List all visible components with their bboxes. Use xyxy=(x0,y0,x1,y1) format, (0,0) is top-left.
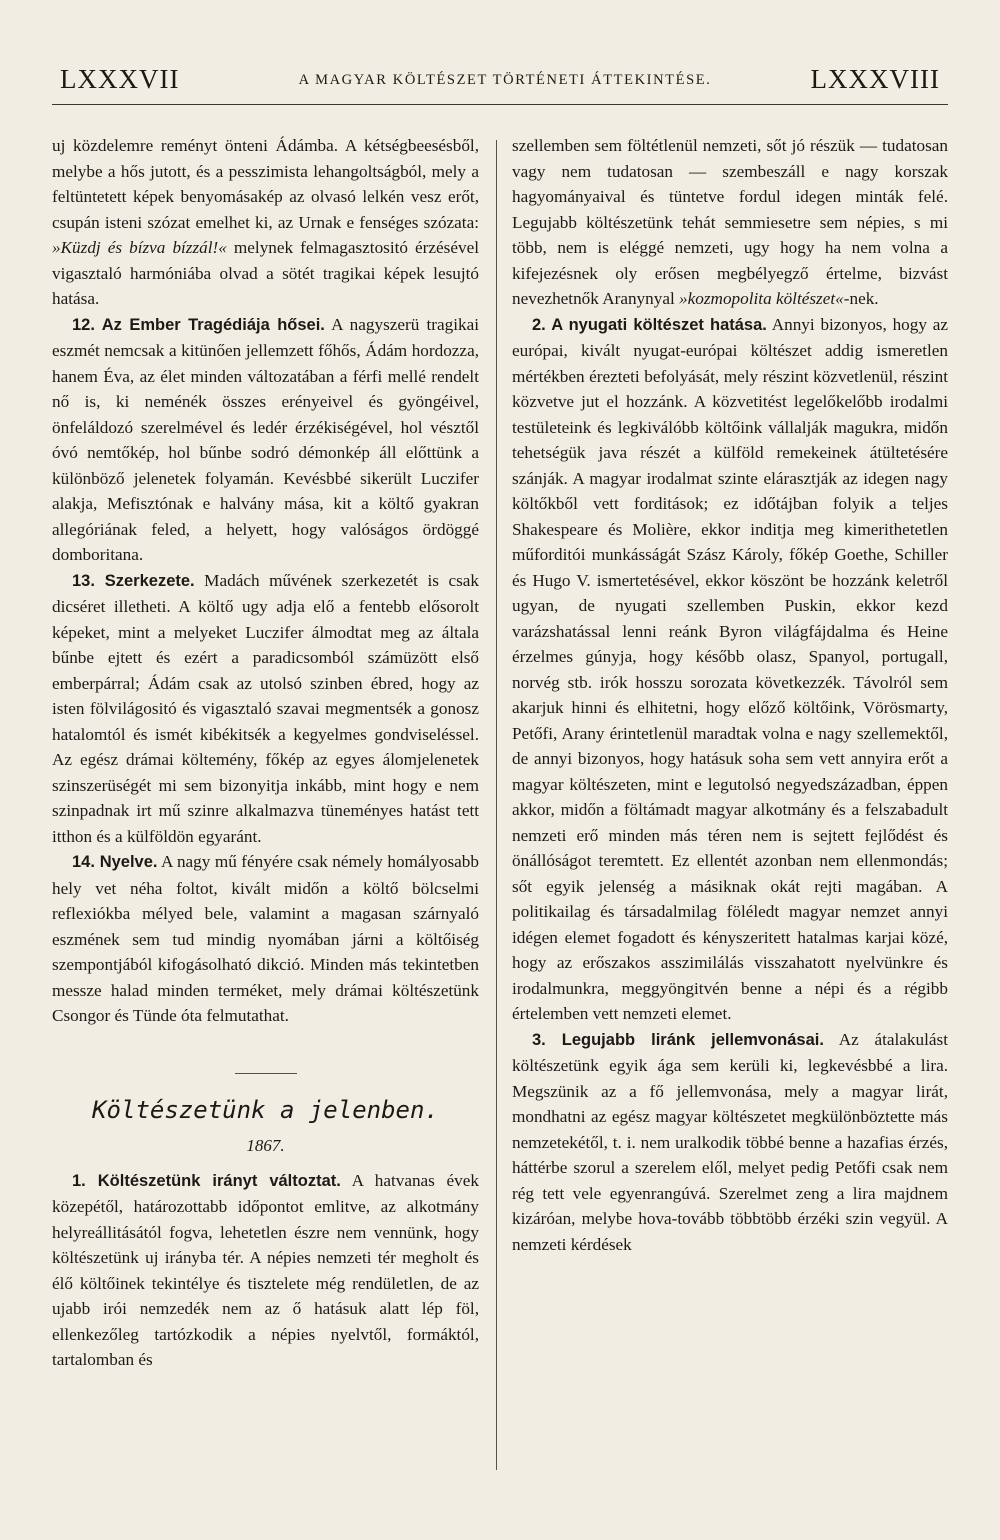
heading-14: 14. Nyelve. xyxy=(72,853,158,871)
running-title: A MAGYAR KÖLTÉSZET TÖRTÉNETI ÁTTEKINTÉSE. xyxy=(298,72,712,88)
running-head xyxy=(60,64,940,100)
heading-13: 13. Szerkezete. xyxy=(72,571,195,590)
paragraph-14: 14. Nyelve. A nagy mű fényére csak némely homályosabb hely vet néha foltot, kivált midőn a költő bölcselmi reflexiókba mélyed bele, valamint a magasan szárnyaló eszmének sem tud mindig nyomában járni a költőiség szempontjából kifogásolható dikció. Minden más tekintetben messze halad minden terméket, mely drámai költészetünk Csongor és Tünde óta felmutathat. xyxy=(52,852,479,1025)
left-column xyxy=(52,133,479,1373)
heading-12: 12. Az Ember Tragédiája hősei. xyxy=(72,315,325,334)
paragraph-2: 2. A nyugati költészet hatása. Annyi bizonyos, hogy az európai, kivált nyugat-európai költészet addig ismeretlen mértékben érezteti befolyását, mely részint közvetlenül, részint közvetve jut el hozzánk. A közvetitést legelőkelőbb irodalmi testületeink és legkiválóbb költőink vállalják magukra, midőn tehetségük java részét a külföld remekeinek átültetésére szánják. A magyar irodalmat szinte elárasztják az idegen nagy költőkből vett forditások; ez időtájban folyik a teljes Shakespeare és Molière, ekkor inditja meg kimerithetetlen műforditói munkásságát Szász Károly, főkép Goethe, Schiller és Hugo V. ismertetésével, ekkor köszönt be hozzánk keletről ugyan, de nyugati szellemben Puskin, ekkor kezd varázshatással lenni reánk Byron világfájdalma és Heine érzelmes gúnyja, hogy később olasz, Spanyol, portugall, norvég stb. irók hosszu sorozata következzék. Távolról sem akarjuk hinni és elhitetni, hogy előző költőink, Vörösmarty, Petőfi, Arany érintetlenül maradtak volna e nagy szellemektől, de annyi bizonyos, hogy hatásuk soha sem vett annyira erőt a magyar költészeten, mint e legutolsó negyedszázadban, éppen akkor, midőn a föltámadt magyar alkotmány és a felszabadult nemzeti erő minden más téren nem is sejtett fejlődést és önállóságot teremtett. Ez ellentét azonban nem ellenmondás; sőt egyik jelenség a másiknak okát rejti magában. A politikailag és társadalmilag föléledt magyar nemzet annyi idégen elemet fogadott és kényszeritett hatalmas karjai közé, hogy az erőszakos asszimilálás visszahatott nyelvünkre és irodalmunkra, meggyöngitvén benne a népi és a régibb értelemben vett nemzeti elemet. xyxy=(512,314,948,1023)
right-column xyxy=(512,133,948,1257)
section-year: 1867. xyxy=(246,1135,285,1155)
column-divider xyxy=(496,140,497,1470)
paragraph-continued: szellemben sem föltétlenül nemzeti, sőt jó részük — tudatosan vagy nem tudatosan — szembeszáll e nagy korszak hagyományaival és tüntetve fordul idegen minták felé. Legujabb költészetünk tehát semmiesetre sem népies, s mi több, nem is eléggé nemzeti, ugy hogy ha nem volna a kifejezésnek oly erősen megbélyegző értelme, bizvást nevezhetnők Aranynyal »kozmopolita költészet«-nek. xyxy=(512,136,948,308)
paragraph-12: 12. Az Ember Tragédiája hősei. A nagyszerü tragikai eszmét nemcsak a kitünően jellemzett főhős, Ádám hordozza, hanem Éva, az élet minden változatában a férfi mellé rendelt nő is, ki neménék összes erényeivel és gyöngéivel, önfeláldozó szerelmével és ledér érzékiségével, hol vésztől óvó nemtőkép, hol bűnbe sodró démonkép áll előttünk a különböző jelenetek folyamán. Kevésbbé sikerült Luczifer alakja, Mefisztónak e halvány mása, kit a költő gyakran allegóriának feled, a helyett, hogy valóságos ördöggé domboritana. xyxy=(52,314,479,564)
quote-kuzdj: »Küzdj és bízva bízzál!« xyxy=(52,238,227,257)
paragraph-intro: uj közdelemre reményt önteni Ádámba. A kétségbeesésből, melybe a hős jutott, és a pesszimista lehangoltságból, mely a feltüntetett képek benyomásakép az olvasó lelkén vesz erőt, csupán isteni szózat emelhet ki, az Urnak e fenséges szózata: »Küzdj és bízva bízzál!« melynek felmagasztositó érzésével vigasztaló harmóniába olvad a sötét tragikai képek lesujtó hatása. xyxy=(52,136,479,308)
section-title: Költészetünk a jelenben. xyxy=(92,1095,439,1124)
page-number-left: LXXXVII xyxy=(60,64,180,94)
heading-1: 1. Költészetünk irányt változtat. xyxy=(72,1171,341,1190)
paragraph-1: 1. Költészetünk irányt változtat. A hatvanas évek közepétől, határozottabb időpontot emlitve, az alkotmány helyreállitásától fogva, lehetetlen észre nem vennünk, hogy költészetünk uj irányba tér. A népies nemzeti tér megholt és élő költőinek tekintélye és tisztelete még rendületlen, de az ujabb irói nemzedék nem az ő hatásuk alatt lép föl, ellenkezőleg tartózkodik a népies nyelvtől, formáktól, tartalomban és xyxy=(52,1170,479,1369)
page-number-right: LXXXVIII xyxy=(810,64,940,94)
paragraph-13: 13. Szerkezete. Madách művének szerkezetét is csak dicséret illetheti. A költő ugy adja elő a fentebb elősorolt képeket, mint a melyeket Luczifer álmodtat meg az általa bűnbe ejtett és ezért a paradicsomból számüzött első emberpárral; Ádám csak az utolsó szinben ébred, hogy az isten fölvilágositó és vigasztaló szavai megmentsék a gonosz hatalomtól és ismét kibékitsék a kegyelmes gondviseléssel. Az egész drámai költemény, főkép az egyes álomjelenetek szinszerüségét mi sem bizonyitja inkább, mint hogy e nem szinpadnak irt mű szinre alkalmazva tüneményes hatást tett itthon és a külföldön egyaránt. xyxy=(52,570,479,846)
section-divider xyxy=(235,1073,297,1074)
paragraph-3: 3. Legujabb liránk jellemvonásai. Az átalakulást költészetünk egyik ága sem kerüli ki, legkevésbbé a lira. Megszünik az a fő jellemvonása, mely a magyar lirát, mondhatni az egész magyar költészetet megkülönböztette más nemzetekétől, t. i. nem uralkodik többé benne a hazafias érzés, háttérbe szorul a szerelem elől, melyet pedig Petőfi csak nem rég tett vele egyenrangúvá. Szerelmet zeng a lira majdnem kizáróan, melybe hova-tovább többtöbb érzéki szin vegyül. A nemzeti kérdések xyxy=(512,1029,948,1254)
heading-3: 3. Legujabb liránk jellemvonásai. xyxy=(532,1030,824,1049)
heading-2: 2. A nyugati költészet hatása. xyxy=(532,315,767,334)
quote-kozmopolita: »kozmopolita költészet« xyxy=(679,289,844,308)
header-rule xyxy=(52,104,948,105)
